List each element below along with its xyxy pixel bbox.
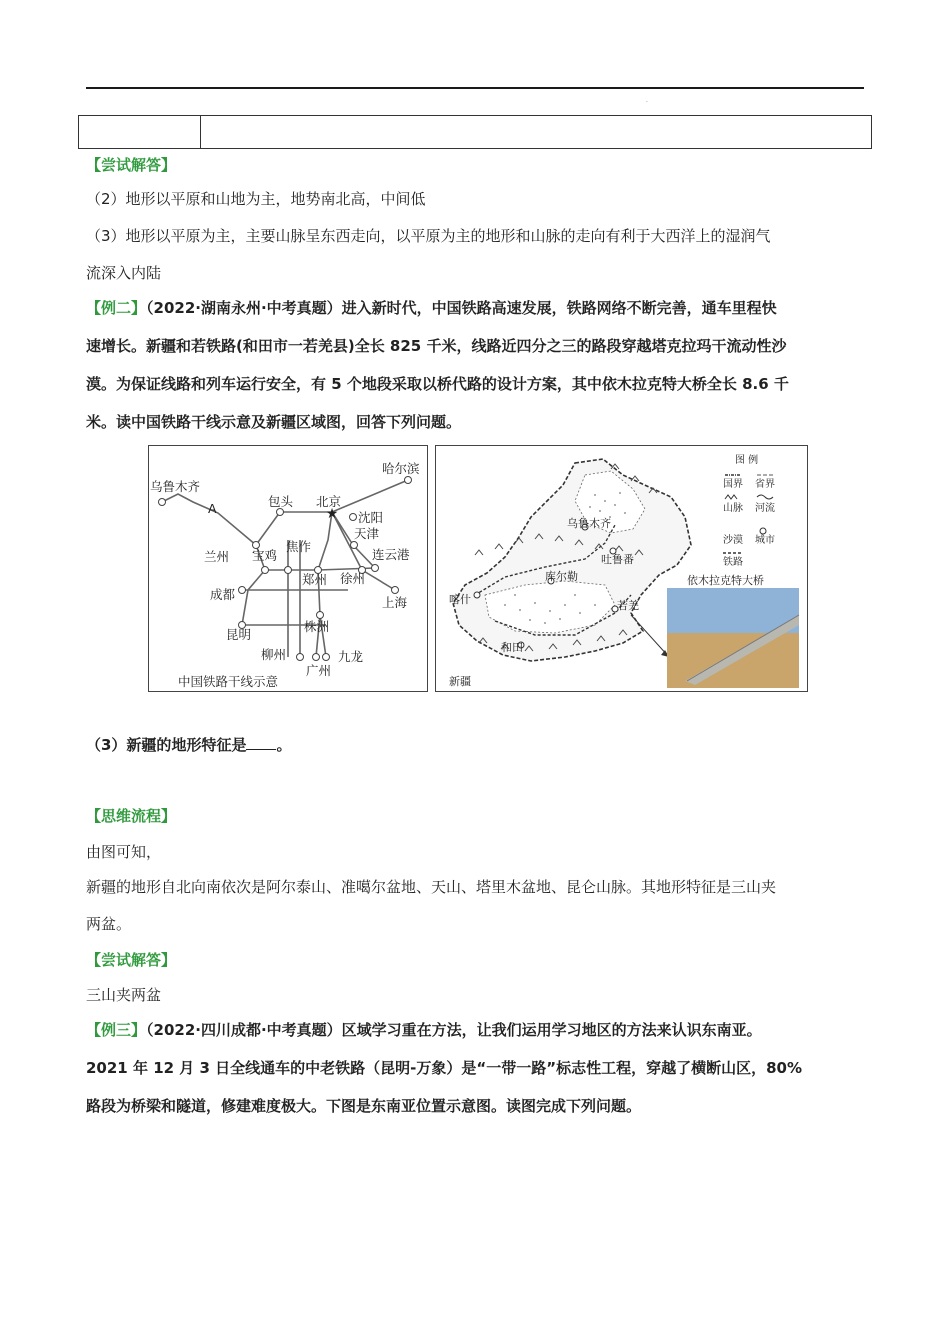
map2-caption: 新疆: [449, 675, 471, 688]
city-dot: [350, 514, 357, 521]
example3-line-1: [86, 1020, 762, 1040]
label-liuzhou: 柳州: [261, 647, 287, 662]
answer-blank: [246, 735, 276, 750]
bridge-label: 依木拉克特大桥: [687, 574, 764, 587]
label-lanzhou: 兰州: [204, 549, 230, 564]
question-end: 。: [276, 736, 292, 754]
label-urumqi: 乌鲁木齐: [150, 479, 201, 494]
city-dot: [262, 567, 269, 574]
city-dot: [313, 654, 320, 661]
thinking-line-1: 由图可知，: [86, 843, 162, 861]
thinking-tag: 【思维流程】: [86, 807, 177, 825]
question-text: （3）新疆的地形特征是: [86, 736, 247, 754]
example2-line-2: 速增长。新疆和若铁路(和田市一若羌县)全长 825 千米，线路近四分之三的路段穿越塔克拉玛干流动性沙: [86, 337, 787, 355]
answer-line-2: （2）地形以平原和山地为主，地势南北高，中间低: [86, 190, 426, 208]
label-a: A: [208, 501, 217, 516]
example2-tag: 【例二】: [86, 299, 147, 317]
city-dot: [392, 587, 399, 594]
city-dot: [277, 509, 284, 516]
legend-railway: 铁路: [723, 557, 743, 568]
city-dot: [317, 612, 324, 619]
example2-line-4: 米。读中国铁路干线示意及新疆区域图，回答下列问题。: [86, 413, 462, 431]
label-xuzhou: 徐州: [340, 571, 366, 586]
label-harbin: 哈尔滨: [382, 461, 420, 476]
legend-border: 国界: [723, 479, 743, 490]
label-shenyang: 沈阳: [358, 510, 384, 525]
label-chengdu: 成都: [210, 587, 236, 602]
label-korla: 库尔勒: [545, 570, 578, 583]
legend-desert: 沙漠: [723, 535, 743, 546]
example2-line-3: 漠。为保证线路和列车运行安全，有 5 个地段采取以桥代路的设计方案，其中依木拉克特大桥全长 8.6 千: [86, 375, 789, 393]
city-dot: [285, 567, 292, 574]
city-dot: [159, 499, 166, 506]
example2-text-1: （2022·湖南永州·中考真题）进入新时代，中国铁路高速发展，铁路网络不断完善，通车里程快: [146, 299, 777, 317]
answer-line-3-cont: 流深入内陆: [86, 264, 162, 282]
legend-province: 省界: [755, 479, 775, 490]
label-beijing: 北京: [316, 494, 342, 509]
example2-question: [86, 735, 291, 755]
xinjiang-map: [435, 445, 808, 692]
label-jiulong: 九龙: [338, 649, 364, 664]
section-tag: 【尝试解答】: [86, 156, 177, 174]
city-dot: [323, 654, 330, 661]
label-baotou: 包头: [268, 494, 294, 509]
label-shanghai: 上海: [382, 595, 408, 610]
answer2-text: 三山夹两盆: [86, 986, 162, 1004]
label-ruoqiang: 若羌: [617, 599, 639, 612]
label-guangzhou: 广州: [306, 663, 332, 678]
city-dot: [239, 587, 246, 594]
label-turpan: 吐鲁番: [601, 553, 634, 566]
legend-mountain: 山脉: [723, 503, 743, 514]
label-hotan: 和田: [501, 641, 523, 654]
legend-city: 城市: [755, 535, 775, 546]
label-urumqi: 乌鲁木齐: [567, 517, 611, 530]
example3-tag: 【例三】: [86, 1021, 147, 1039]
legend-title: 图 例: [735, 455, 759, 466]
city-dot: [297, 654, 304, 661]
label-jiaozuo: 焦作: [286, 539, 312, 554]
answer-line-3: （3）地形以平原为主，主要山脉呈东西走向，以平原为主的地形和山脉的走向有利于大西洋上的湿润气: [86, 227, 771, 245]
table-row: [78, 115, 872, 149]
label-tianjin: 天津: [354, 526, 380, 541]
thinking-line-2: 新疆的地形自北向南依次是阿尔泰山、准噶尔盆地、天山、塔里木盆地、昆仑山脉。其地形特征是三山夹: [86, 878, 777, 896]
legend-river: 河流: [755, 503, 775, 514]
map1-caption: 中国铁路干线示意: [178, 674, 279, 689]
city-dot: [372, 565, 379, 572]
bridge-photo: [667, 588, 799, 688]
label-zhuzhou: 株洲: [304, 619, 330, 634]
table-cell: [79, 116, 201, 148]
example3-text-1: （2022·四川成都·中考真题）区域学习重在方法，让我们运用学习地区的方法来认识东南亚。: [146, 1021, 762, 1039]
example3-line-2: 2021 年 12 月 3 日全线通车的中老铁路（昆明-万象）是“一带一路”标志性工程，穿越了横断山区，80%: [86, 1059, 803, 1077]
answer2-tag: 【尝试解答】: [86, 951, 177, 969]
label-kashgar: 喀什: [449, 593, 471, 606]
city-dot: [351, 542, 358, 549]
example3-line-3: 路段为桥梁和隧道，修建难度极大。下图是东南亚位置示意图。读图完成下列问题。: [86, 1097, 642, 1115]
label-lianyungang: 连云港: [372, 547, 410, 562]
header-rule: [86, 87, 864, 89]
label-zhengzhou: 郑州: [302, 572, 328, 587]
china-railway-map: [148, 445, 428, 692]
label-kunming: 昆明: [226, 627, 252, 642]
header-dot: .: [646, 97, 648, 104]
capital-star: ★: [325, 506, 339, 522]
example2-line-1: [86, 298, 777, 318]
label-baoji: 宝鸡: [252, 548, 278, 563]
city-dot: [405, 477, 412, 484]
city-dot: [474, 592, 480, 598]
thinking-line-3: 两盆。: [86, 915, 132, 933]
